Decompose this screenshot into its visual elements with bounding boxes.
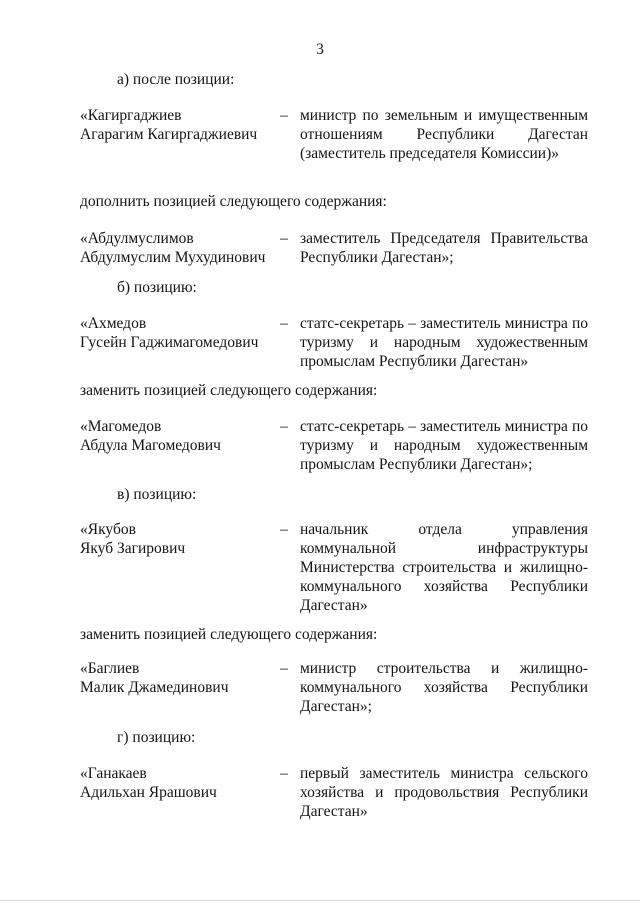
entry-position-line: министр строительства и жилищно- (300, 660, 588, 677)
entry-dash: – (280, 765, 288, 782)
entry-surname: «Ахмедов (80, 315, 147, 332)
entry-surname: «Абдулмуслимов (80, 230, 194, 247)
entry-name (80, 106, 280, 144)
scan-bottom-edge (0, 900, 640, 901)
entry-dash: – (280, 230, 288, 247)
entry-name (80, 229, 280, 267)
entry-position (300, 764, 588, 821)
entry-surname: «Баглиев (80, 660, 140, 677)
entry-position-line: заместитель Председателя Правительства (300, 230, 588, 247)
entry-position-line: туризму и народным художественным (300, 437, 588, 454)
entry-dash: – (280, 315, 288, 332)
entry-position-line: коммунального хозяйства Республики (300, 679, 588, 696)
entry-given-name: Адильхан Ярашович (80, 784, 217, 801)
entry-position-line: (заместитель председателя Комиссии)» (300, 145, 560, 162)
entry-dash: – (280, 418, 288, 435)
entry-surname: «Магомедов (80, 418, 162, 435)
entry-given-name: Абдулмуслим Мухудинович (80, 249, 266, 266)
entry-name (80, 659, 280, 697)
section-a-heading: а) после позиции: (117, 71, 235, 88)
entry-position (300, 314, 588, 371)
entry-position-line: промыслам Республики Дагестан»; (300, 456, 533, 473)
entry-position-line: коммунального хозяйства Республики (300, 578, 588, 595)
entry-surname: «Кагиргаджиев (80, 107, 182, 124)
entry-position-line: Республики Дагестан»; (300, 249, 454, 266)
entry-name (80, 520, 280, 558)
entry-position-line: Министерства строительства и жилищно- (300, 559, 588, 576)
entry-surname: «Ганакаев (80, 765, 147, 782)
entry-position-line: первый заместитель министра сельского (300, 765, 588, 782)
entry-position-line: хозяйства и продовольствия Республики (300, 784, 588, 801)
entry-surname: «Якубов (80, 521, 136, 538)
entry-position-line: начальник отдела управления (300, 521, 588, 538)
entry-position (300, 520, 588, 615)
entry-given-name: Якуб Загирович (80, 540, 186, 557)
entry-position-line: коммунальной инфраструктуры (300, 540, 588, 557)
entry-given-name: Агарагим Кагиргаджиевич (80, 126, 258, 143)
entry-dash: – (280, 660, 288, 677)
entry-position-line: статс-секретарь – заместитель министра по (300, 315, 588, 332)
section-b-heading: б) позицию: (117, 279, 197, 296)
entry-position-line: Дагестан» (300, 803, 368, 820)
entry-dash: – (280, 521, 288, 538)
entry-dash: – (280, 107, 288, 124)
replace-heading: заменить позицией следующего содержания: (80, 626, 378, 643)
section-v-heading: в) позицию: (117, 486, 197, 503)
entry-given-name: Гусейн Гаджимагомедович (80, 334, 259, 351)
entry-position (300, 229, 588, 267)
entry-position-line: Дагестан» (300, 597, 368, 614)
entry-position-line: отношениям Республики Дагестан (300, 126, 588, 143)
entry-position (300, 659, 588, 716)
entry-position-line: промыслам Республики Дагестан» (300, 353, 529, 370)
entry-position-line: министр по земельным и имущественным (300, 107, 588, 124)
add-heading: дополнить позицией следующего содержания: (80, 193, 387, 210)
page-number: 3 (316, 41, 324, 58)
entry-position (300, 106, 588, 163)
entry-name (80, 314, 280, 352)
entry-name (80, 417, 280, 455)
entry-position (300, 417, 588, 474)
entry-position-line: туризму и народным художественным (300, 334, 588, 351)
entry-name (80, 764, 280, 802)
entry-given-name: Абдула Магомедович (80, 437, 221, 454)
entry-given-name: Малик Джамединович (80, 679, 229, 696)
section-g-heading: г) позицию: (117, 729, 196, 746)
entry-position-line: статс-секретарь – заместитель министра по (300, 418, 588, 435)
replace-heading: заменить позицией следующего содержания: (80, 382, 378, 399)
entry-position-line: Дагестан»; (300, 698, 372, 715)
